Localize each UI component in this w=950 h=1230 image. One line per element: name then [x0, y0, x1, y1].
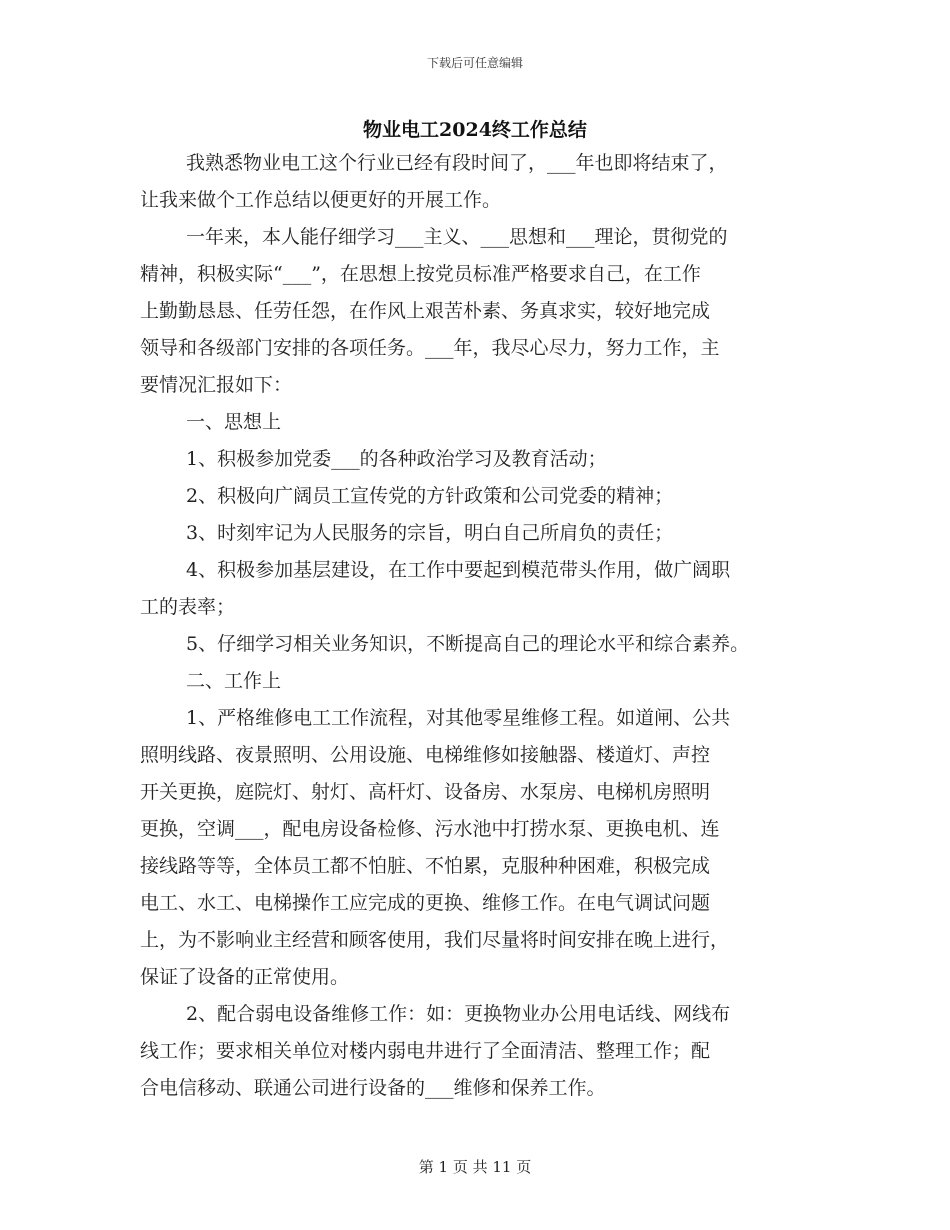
section-heading: 二、工作上	[186, 670, 282, 692]
list-item: 1、严格维修电工工作流程，对其他零星维修工程。如道闸、公共	[186, 707, 731, 729]
page-footer: 第 1 页 共 11 页	[418, 1158, 532, 1176]
body-line: 电工、水工、电梯操作工应完成的更换、维修工作。在电气调试问题	[140, 892, 711, 914]
body-line: 要情况汇报如下：	[140, 374, 293, 396]
body-line: 上勤勤恳恳、任劳任怨，在作风上艰苦朴素、务真求实，较好地完成	[140, 300, 711, 322]
list-item: 2、配合弱电设备维修工作：如：更换物业办公用电话线、网线布	[186, 1003, 731, 1025]
section-heading: 一、思想上	[186, 411, 282, 433]
body-line: 合电信移动、联通公司进行设备的___维修和保养工作。	[140, 1077, 606, 1099]
document-body	[140, 145, 820, 1107]
body-line: 我熟悉物业电工这个行业已经有段时间了，___年也即将结束了，	[186, 152, 728, 174]
body-line: 接线路等等，全体员工都不怕脏、不怕累，克服种种困难，积极完成	[140, 855, 711, 877]
list-item: 3、时刻牢记为人民服务的宗旨，明白自己所肩负的责任；	[186, 522, 674, 544]
list-item: 5、仔细学习相关业务知识，不断提高自己的理论水平和综合素养。	[186, 633, 750, 655]
body-line: 保证了设备的正常使用。	[140, 966, 350, 988]
list-item: 4、积极参加基层建设，在工作中要起到模范带头作用，做广阔职	[186, 559, 731, 581]
body-line: 线工作；要求相关单位对楼内弱电井进行了全面清洁、整理工作；配	[140, 1040, 711, 1062]
document-title: 物业电工2024终工作总结	[363, 119, 587, 141]
body-line: 工的表率；	[140, 596, 236, 618]
body-line: 让我来做个工作总结以便更好的开展工作。	[140, 189, 502, 211]
body-line: 上，为不影响业主经营和顾客使用，我们尽量将时间安排在晚上进行，	[140, 929, 730, 951]
body-line: 一年来，本人能仔细学习___主义、___思想和___理论，贯彻党的	[186, 226, 728, 248]
body-line: 开关更换，庭院灯、射灯、高杆灯、设备房、水泵房、电梯机房照明	[140, 781, 711, 803]
body-line: 照明线路、夜景照明、公用设施、电梯维修如接触器、楼道灯、声控	[140, 744, 711, 766]
header-note: 下载后可任意编辑	[426, 56, 523, 70]
list-item: 2、积极向广阔员工宣传党的方针政策和公司党委的精神；	[186, 485, 674, 507]
body-line: 更换，空调___，配电房设备检修、污水池中打捞水泵、更换电机、连	[140, 818, 720, 840]
body-line: 领导和各级部门安排的各项任务。___年，我尽心尽力，努力工作，主	[140, 337, 720, 359]
body-line: 精神，积极实际“___”，在思想上按党员标准严格要求自己，在工作	[140, 263, 701, 285]
list-item: 1、积极参加党委___的各种政治学习及教育活动；	[186, 448, 607, 470]
